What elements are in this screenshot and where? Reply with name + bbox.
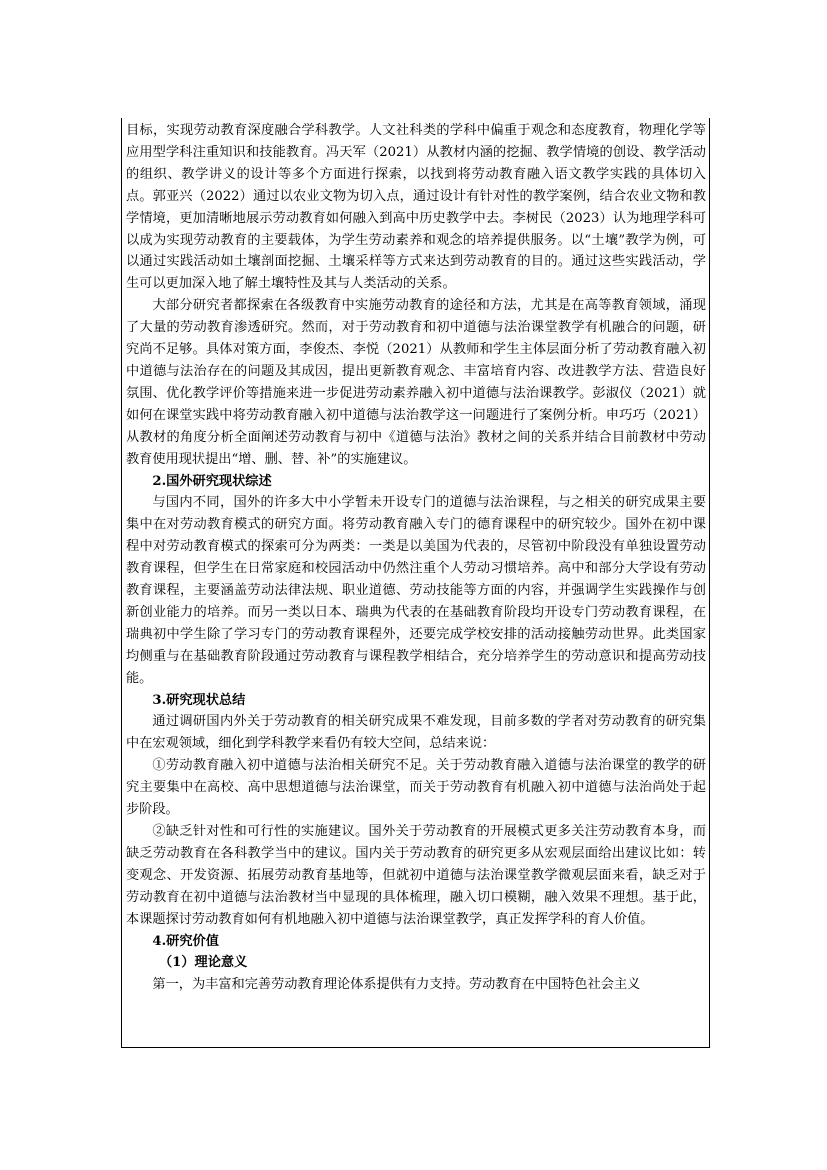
paragraph-continued: 目标，实现劳动教育深度融合学科教学。人文社科类的学科中偏重于观念和态度教育，物理化学等应用型学科注重知识和技能教育。冯天军（2021）从教材内涵的挖掘、教学情境的创设、教学活动的组织、教学讲义的设计等多个方面进行探索，以找到将劳动教育融入语文教学实践的具体切入点。郭亚兴（2022）通过以农业文物为切入点，通过设计有针对性的教学案例，结合农业文物和教学情境，更加清晰地展示劳动教育如何融入到高中历史教学中去。李树民（2023）认为地理学科可以成为实现劳动教育的主要载体，为学生劳动素养和观念的培养提供服务。以“土壤”教学为例，可以通过实践活动如土壤剖面挖掘、土壤采样等方式来达到劳动教育的目的。通过这些实践活动，学生可以更加深入地了解土壤特性及其与人类活动的关系。 (126, 123, 706, 292)
section-heading-foreign-research: 2.国外研究现状综述 (152, 473, 272, 489)
paragraph-summary-point-2: ②缺乏针对性和可行性的实施建议。国外关于劳动教育的开展模式更多关注劳动教育本身，而缺乏劳动教育在各科教学当中的建议。国内关于劳动教育的研究更多从宏观层面给出建议比如：转变观念、开发资源、拓展劳动教育基地等，但就初中道德与法治课堂教学微观层面来看，缺乏对于劳动教育在初中道德与法治教材当中显现的具体梳理，融入切口模糊，融入效果不理想。基于此，本课题探讨劳动教育如何有机地融入初中道德与法治课堂教学，真正发挥学科的育人价值。 (126, 824, 706, 927)
paragraph-theoretical-significance: 第一，为丰富和完善劳动教育理论体系提供有力支持。劳动教育在中国特色社会主义 (152, 977, 641, 993)
document-body (126, 120, 706, 996)
paragraph-domestic-summary: 大部分研究者都探索在各级教育中实施劳动教育的途径和方法，尤其是在高等教育领域，涌现了大量的劳动教育渗透研究。然而，对于劳动教育和初中道德与法治课堂教学有机融合的问题，研究尚不足够。具体对策方面，李俊杰、李悦（2021）从教师和学生主体层面分析了劳动教育融入初中道德与法治存在的问题及其成因，提出更新教育观念、丰富培育内容、改进教学方法、营造良好氛围、优化教学评价等措施来进一步促进劳动素养融入初中道德与法治课教学。彭淑仪（2021）就如何在课堂实践中将劳动教育融入初中道德与法治教学这一问题进行了案例分析。申巧巧（2021）从教材的角度分析全面阐述劳动教育与初中《道德与法治》教材之间的关系并结合目前教材中劳动教育使用现状提出“增、删、替、补”的实施建议。 (126, 298, 706, 467)
paragraph-foreign-research: 与国内不同，国外的许多大中小学暂未开设专门的道德与法治课程，与之相关的研究成果主要集中在对劳动教育模式的研究方面。将劳动教育融入专门的德育课程中的研究较少。国外在初中课程中对劳动教育模式的探索可分为两类：一类是以美国为代表的，尽管初中阶段没有单独设置劳动教育课程，但学生在日常家庭和校园活动中仍然注重个人劳动习惯培养。高中和部分大学设有劳动教育课程，主要涵盖劳动法律法规、职业道德、劳动技能等方面的内容，并强调学生实践操作与创新创业能力的培养。而另一类以日本、瑞典为代表的在基础教育阶段均开设专门劳动教育课程，在瑞典初中学生除了学习专门的劳动教育课程外，还要完成学校安排的活动接触劳动世界。此类国家均侧重与在基础教育阶段通过劳动教育与课程教学相结合，充分培养学生的劳动意识和提高劳动技能。 (126, 495, 706, 686)
section-heading-research-summary: 3.研究现状总结 (152, 692, 246, 708)
subheading-theoretical-significance: （1）理论意义 (159, 955, 248, 971)
document-table-cell (121, 118, 710, 1048)
paragraph-summary-point-1: ①劳动教育融入初中道德与法治相关研究不足。关于劳动教育融入道德与法治课堂的教学的研究主要集中在高校、高中思想道德与法治课堂，而关于劳动教育有机融入初中道德与法治尚处于起步阶段。 (126, 758, 706, 818)
section-heading-research-value: 4.研究价值 (152, 933, 219, 949)
paragraph-summary-intro: 通过调研国内外关于劳动教育的相关研究成果不难发现，目前多数的学者对劳动教育的研究集中在宏观领域，细化到学科教学来看仍有较大空间，总结来说： (126, 714, 706, 752)
